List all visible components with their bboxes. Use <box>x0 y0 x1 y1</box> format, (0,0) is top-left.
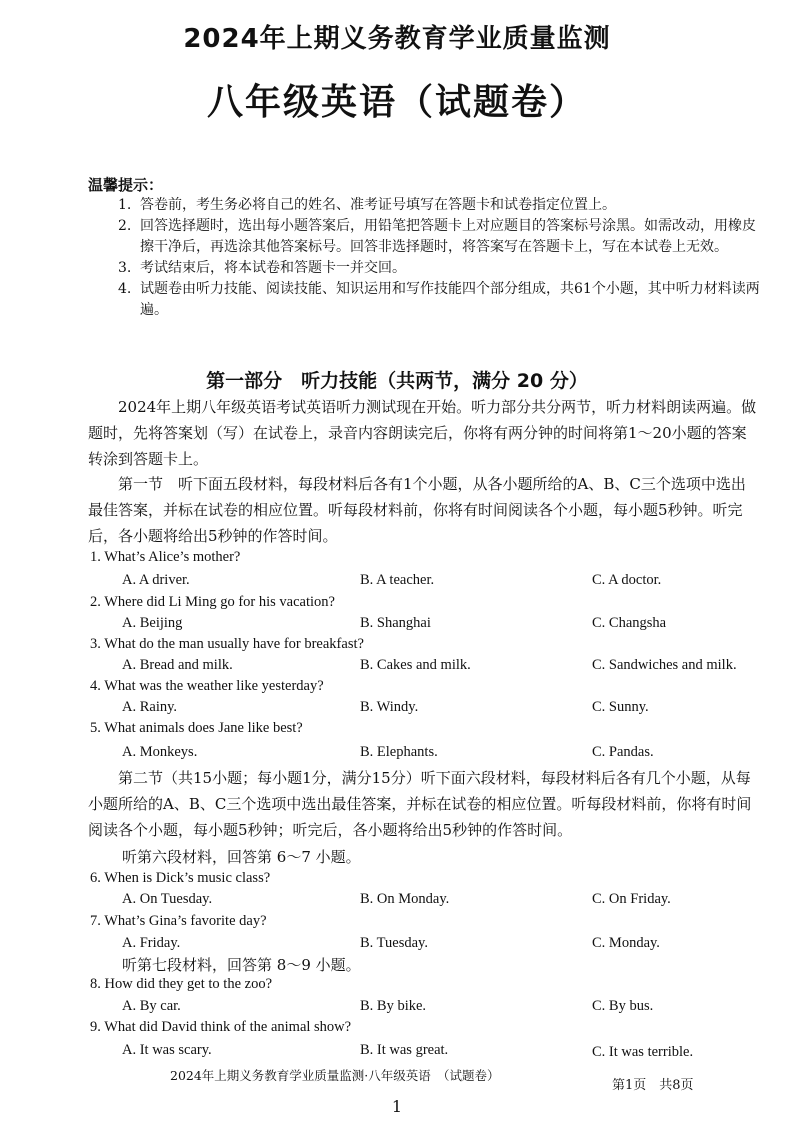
option-c[interactable]: C. Sandwiches and milk. <box>592 657 737 673</box>
option-c[interactable]: C. Pandas. <box>592 744 654 760</box>
tip-text: 考试结束后，将本试卷和答题卡一并交回。 <box>140 260 406 276</box>
tip-text: 试题卷由听力技能、阅读技能、知识运用和写作技能四个部分组成，共61个小题，其中听力材料读两遍。 <box>140 281 760 318</box>
option-a[interactable]: A. On Tuesday. <box>122 891 213 907</box>
page-footer: 2024年上期义务教育学业质量监测·八年级英语 （试题卷） <box>170 1068 500 1083</box>
material-7-note: 听第七段材料，回答第 8～9 小题。 <box>122 956 361 974</box>
section1-instructions: 第一节 听下面五段材料，每段材料后各有1个小题，从各小题所给的A、B、C三个选项中选出最佳答案，并标在试卷的相应位置。听每段材料前，你将有时间阅读各个小题，每小题5秒钟。听完后，各小题将给出5秒钟的作答时间。 <box>88 475 746 545</box>
question-9: 9. What did David think of the animal show? <box>90 1019 352 1035</box>
page-number: 1 <box>391 1097 403 1116</box>
option-a[interactable]: A. By car. <box>122 998 181 1014</box>
option-c[interactable]: C. A doctor. <box>592 572 662 588</box>
option-b[interactable]: B. Tuesday. <box>360 935 428 951</box>
material-6-note: 听第六段材料，回答第 6～7 小题。 <box>122 848 361 866</box>
option-a[interactable]: A. A driver. <box>122 572 190 588</box>
option-b[interactable]: B. By bike. <box>360 998 427 1014</box>
exam-subtitle: 八年级英语（试题卷） <box>206 82 587 123</box>
tip-item <box>118 258 768 279</box>
option-b[interactable]: B. It was great. <box>360 1042 449 1058</box>
option-c[interactable]: C. Changsha <box>592 615 667 631</box>
option-c[interactable]: C. It was terrible. <box>592 1044 694 1060</box>
tip-item <box>118 216 768 258</box>
part1-title: 第一部分 听力技能（共两节，满分 20 分） <box>206 370 588 392</box>
option-c[interactable]: C. By bus. <box>592 998 654 1014</box>
option-b[interactable]: B. Elephants. <box>360 744 438 760</box>
question-3: 3. What do the man usually have for breakfast? <box>90 636 364 652</box>
page-label: 第1页 共8页 <box>612 1078 694 1093</box>
tip-number: 4. <box>118 281 132 297</box>
option-b[interactable]: B. On Monday. <box>360 891 450 907</box>
tip-text: 答卷前，考生务必将自己的姓名、准考证号填写在答题卡和试卷指定位置上。 <box>140 197 616 213</box>
question-1: 1. What’s Alice’s mother? <box>90 549 241 565</box>
option-a[interactable]: A. Friday. <box>122 935 181 951</box>
part1-intro: 2024年上期八年级英语考试英语听力测试现在开始。听力部分共分两节，听力材料朗读两遍。做题时，先将答案划（写）在试卷上，录音内容朗读完后，你将有两分钟的时间将第1～20小题的答案转涂到答题卡上。 <box>88 398 757 468</box>
option-a[interactable]: A. Bread and milk. <box>122 657 233 673</box>
tip-number: 1. <box>118 197 132 213</box>
option-c[interactable]: C. Monday. <box>592 935 660 951</box>
section2-instructions: 第二节（共15小题；每小题1分，满分15分）听下面六段材料，每段材料后各有几个小题，从每小题所给的A、B、C三个选项中选出最佳答案，并标在试卷的相应位置。听每段材料前，你将有时间阅读各个小题，每小题5秒钟；听完后，各小题将给出5秒钟的作答时间。 <box>88 769 752 839</box>
question-8: 8. How did they get to the zoo? <box>90 976 273 992</box>
tip-text: 回答选择题时，选出每小题答案后，用铅笔把答题卡上对应题目的答案标号涂黑。如需改动，用橡皮擦干净后，再选涂其他答案标号。回答非选择题时，将答案写在答题卡上，写在本试卷上无效。 <box>140 218 756 255</box>
question-5: 5. What animals does Jane like best? <box>90 720 303 736</box>
option-b[interactable]: B. A teacher. <box>360 572 435 588</box>
question-4: 4. What was the weather like yesterday? <box>90 678 324 694</box>
option-a[interactable]: A. It was scary. <box>122 1042 212 1058</box>
tip-number: 3. <box>118 260 132 276</box>
option-b[interactable]: B. Shanghai <box>360 615 431 631</box>
question-6: 6. When is Dick’s music class? <box>90 870 271 886</box>
exam-title: 2024年上期义务教育学业质量监测 <box>183 24 611 54</box>
option-a[interactable]: A. Rainy. <box>122 699 178 715</box>
option-b[interactable]: B. Windy. <box>360 699 419 715</box>
tip-item <box>118 279 768 321</box>
tip-number: 2. <box>118 218 132 234</box>
option-c[interactable]: C. Sunny. <box>592 699 649 715</box>
question-2: 2. Where did Li Ming go for his vacation? <box>90 594 335 610</box>
tips-heading: 温馨提示： <box>88 176 164 194</box>
option-b[interactable]: B. Cakes and milk. <box>360 657 471 673</box>
option-a[interactable]: A. Beijing <box>122 615 183 631</box>
option-a[interactable]: A. Monkeys. <box>122 744 198 760</box>
tips-list <box>118 195 768 321</box>
option-c[interactable]: C. On Friday. <box>592 891 671 907</box>
tip-item <box>118 195 768 216</box>
question-7: 7. What’s Gina’s favorite day? <box>90 913 267 929</box>
